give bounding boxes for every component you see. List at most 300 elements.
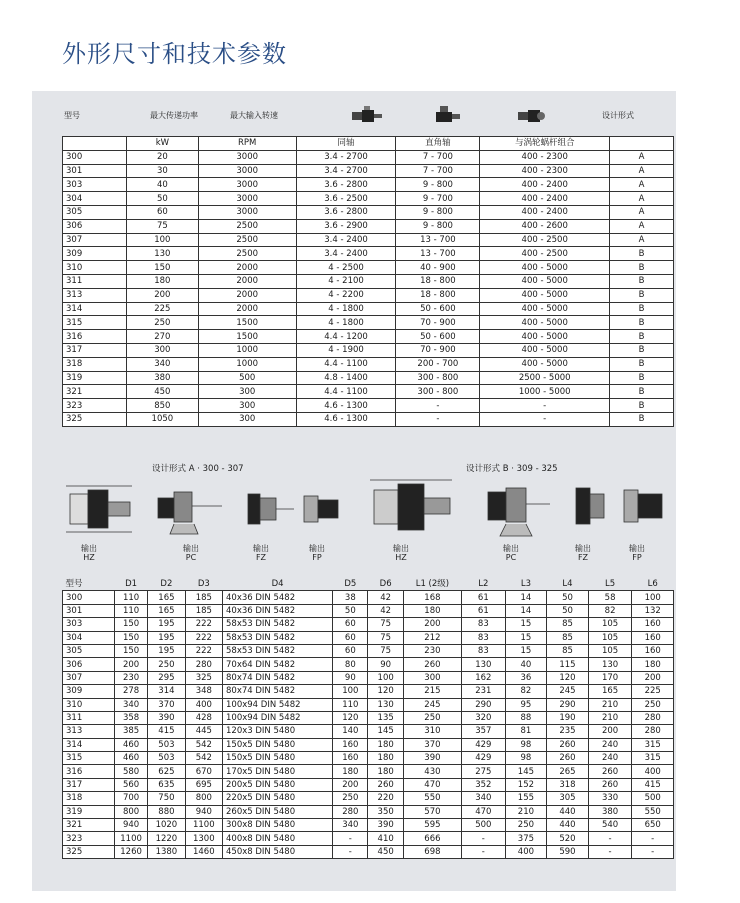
table1-cell: 380 [126,371,198,385]
table1-row [63,399,674,413]
table1-row [63,247,674,261]
table2-header-cell: D1 [114,578,147,591]
table1-cell: B [610,261,674,275]
table2-header-cell: D5 [333,578,368,591]
coaxial-gear-icon [350,104,384,126]
table2-cell: 313 [63,725,115,738]
table2-cell: 304 [63,631,115,644]
table1-cell: 4 - 2200 [296,288,396,302]
header-max-speed: 最大输入转速 [230,111,278,120]
table1-cell: 2000 [198,302,296,316]
table2-cell: 278 [114,685,147,698]
table2-cell: 520 [547,832,589,845]
table2-header-cell: L5 [588,578,632,591]
table1-cell: B [610,274,674,288]
table1-cell: 2500 [198,233,296,247]
table2-cell: 318 [547,778,589,791]
table2-cell: 210 [588,711,632,724]
table1-cell: 304 [63,192,127,206]
table2-cell: 85 [547,644,589,657]
table2-cell: 222 [185,618,222,631]
table2-cell: 50 [547,604,589,617]
table2-cell: 110 [114,604,147,617]
table1-cell: 7 - 700 [396,150,480,164]
table2-cell: 800 [114,805,147,818]
table2-cell: 560 [114,778,147,791]
table2-cell: - [588,845,632,858]
table1-subheader-cell: 同轴 [296,137,396,151]
table2-cell: 90 [333,671,368,684]
table1-cell: 3.4 - 2700 [296,150,396,164]
table2-cell: 250 [632,698,674,711]
caption-a-fp: 输出 FP [309,544,325,562]
table2-cell: 306 [63,658,115,671]
table2-cell: 250 [148,658,185,671]
table2-cell: 105 [588,618,632,631]
table2-header-cell: D4 [223,578,333,591]
table1-cell: 18 - 800 [396,274,480,288]
table1-cell: 75 [126,219,198,233]
table2-cell: 42 [368,604,403,617]
table2-cell: 635 [148,778,185,791]
table2-cell: 698 [403,845,461,858]
table2-cell: 40x36 DIN 5482 [223,591,333,604]
table2-cell: 650 [632,819,674,832]
table2-cell: 280 [333,805,368,818]
table2-header-cell: L1 (2级) [403,578,461,591]
table2-cell: 310 [63,698,115,711]
table1-cell: 225 [126,302,198,316]
table1-subheader-cell: kW [126,137,198,151]
table1-cell: 1050 [126,412,198,426]
table2-cell: 348 [185,685,222,698]
table1-cell: - [396,399,480,413]
table2-cell: 503 [148,738,185,751]
table1-cell: A [610,150,674,164]
table2-cell: 390 [403,752,461,765]
caption-b-fz: 输出 FZ [575,544,591,562]
table1-cell: 3.6 - 2500 [296,192,396,206]
table2-cell: 168 [403,591,461,604]
table2-cell: 260 [368,778,403,791]
table1-cell: 400 - 2500 [480,233,610,247]
table1-cell: B [610,343,674,357]
table1-cell: 3000 [198,178,296,192]
table1-cell: 40 - 900 [396,261,480,275]
table2-cell: 115 [547,658,589,671]
table2-cell: 83 [462,618,506,631]
table2-cell: 160 [333,752,368,765]
table1-cell: 50 [126,192,198,206]
table2-row [63,752,674,765]
table2-cell: 260 [588,765,632,778]
table2-cell: 410 [368,832,403,845]
dimensions-table [62,578,674,859]
table2-cell: 50 [333,604,368,617]
table2-cell: 222 [185,644,222,657]
table2-cell: 162 [462,671,506,684]
table2-row [63,765,674,778]
table1-cell: 400 - 2300 [480,164,610,178]
table2-cell: 50 [547,591,589,604]
table2-cell: 110 [333,698,368,711]
table2-cell: 323 [63,832,115,845]
table2-cell: 58x53 DIN 5482 [223,644,333,657]
table2-cell: 440 [547,805,589,818]
table2-cell: 542 [185,752,222,765]
table2-cell: 80x74 DIN 5482 [223,685,333,698]
table2-cell: 670 [185,765,222,778]
table2-cell: 400 [505,845,547,858]
table1-cell: 2000 [198,274,296,288]
table2-cell: 260 [403,658,461,671]
table2-cell: 100 [333,685,368,698]
caption-b-fp: 输出 FP [629,544,645,562]
table2-cell: 240 [588,752,632,765]
table2-cell: 81 [505,725,547,738]
table2-cell: 415 [632,778,674,791]
table2-cell: 200 [333,778,368,791]
table2-cell: 130 [462,658,506,671]
table2-cell: 570 [403,805,461,818]
table1-cell: 400 - 2600 [480,219,610,233]
table2-cell: 150x5 DIN 5480 [223,738,333,751]
table1-cell: 100 [126,233,198,247]
table2-cell: 60 [333,631,368,644]
table1-cell: 310 [63,261,127,275]
table2-cell: 85 [547,618,589,631]
table2-cell: 503 [148,752,185,765]
table1-subheader-cell: RPM [198,137,296,151]
table1-row [63,357,674,371]
table2-cell: 215 [403,685,461,698]
table2-row [63,832,674,845]
table2-cell: 357 [462,725,506,738]
table1-cell: 3.4 - 2400 [296,247,396,261]
table1-row [63,178,674,192]
table2-cell: 625 [148,765,185,778]
table2-cell: 200x5 DIN 5480 [223,778,333,791]
table2-cell: 250 [333,792,368,805]
table1-cell: 307 [63,233,127,247]
table1-cell: 400 - 5000 [480,330,610,344]
table1-cell: 340 [126,357,198,371]
table2-cell: 250 [403,711,461,724]
table2-header-cell: L6 [632,578,674,591]
table2-cell: 195 [148,618,185,631]
table2-cell: 429 [462,738,506,751]
table1-cell: 270 [126,330,198,344]
table2-header-cell: D6 [368,578,403,591]
table1-cell: B [610,302,674,316]
table2-cell: 307 [63,671,115,684]
table2-cell: 275 [462,765,506,778]
table2-cell: 240 [588,738,632,751]
table1-cell: B [610,316,674,330]
table1-cell: 316 [63,330,127,344]
table2-cell: 130 [588,658,632,671]
table2-cell: 415 [148,725,185,738]
table1-cell: 50 - 600 [396,302,480,316]
table2-cell: 85 [547,631,589,644]
table2-cell: 235 [547,725,589,738]
table1-cell: A [610,205,674,219]
table1-cell: 200 [126,288,198,302]
table1-cell: 20 [126,150,198,164]
table2-cell: 340 [462,792,506,805]
table2-cell: 210 [588,698,632,711]
table2-cell: 58x53 DIN 5482 [223,631,333,644]
table2-cell: 222 [185,631,222,644]
table2-cell: 321 [63,819,115,832]
table2-cell: 160 [632,618,674,631]
table2-cell: 60 [333,644,368,657]
table2-cell: 309 [63,685,115,698]
table2-row [63,738,674,751]
table1-cell: 1000 [198,343,296,357]
table2-cell: 260 [547,738,589,751]
table2-cell: 150 [114,631,147,644]
table1-cell: 250 [126,316,198,330]
table2-cell: 130 [368,698,403,711]
table2-cell: 40 [505,658,547,671]
table2-row [63,658,674,671]
table2-cell: 1020 [148,819,185,832]
table2-cell: 83 [462,631,506,644]
table2-cell: 550 [632,805,674,818]
table2-cell: 280 [185,658,222,671]
table2-header-cell: D2 [148,578,185,591]
table2-cell: 80 [333,658,368,671]
table1-cell: 1000 - 5000 [480,385,610,399]
table2-cell: 82 [588,604,632,617]
design-a-drawings [62,480,352,540]
table2-cell: 260 [547,752,589,765]
table1-cell: 303 [63,178,127,192]
table2-cell: 316 [63,765,115,778]
table1-row [63,412,674,426]
caption-a-hz: 输出 HZ [81,544,97,562]
table2-cell: 330 [588,792,632,805]
table1-cell: 309 [63,247,127,261]
table1-cell: 70 - 900 [396,316,480,330]
table2-header-cell: D3 [185,578,222,591]
table1-row [63,330,674,344]
table2-cell: 120x3 DIN 5480 [223,725,333,738]
table2-header-cell: L3 [505,578,547,591]
table2-row [63,618,674,631]
table2-cell: 150x5 DIN 5480 [223,752,333,765]
table1-cell: A [610,192,674,206]
table2-row [63,631,674,644]
table2-cell: 70x64 DIN 5482 [223,658,333,671]
table1-cell: 13 - 700 [396,247,480,261]
table2-cell: 160 [632,644,674,657]
table1-cell: A [610,164,674,178]
drawing-b-fp [624,490,662,522]
table2-cell: 230 [403,644,461,657]
table1-cell: B [610,288,674,302]
table2-cell: 317 [63,778,115,791]
table1-cell: 323 [63,399,127,413]
table2-cell: 390 [368,819,403,832]
table1-cell: 3.6 - 2800 [296,205,396,219]
table1-cell: 4.4 - 1200 [296,330,396,344]
table2-cell: 195 [148,644,185,657]
table2-cell: 430 [403,765,461,778]
table2-cell: 400 [185,698,222,711]
table2-cell: 595 [403,819,461,832]
table2-cell: 300 [403,671,461,684]
table2-cell: 295 [148,671,185,684]
table2-cell: 320 [462,711,506,724]
table1-header [62,100,674,136]
table2-cell: 160 [632,631,674,644]
table2-cell: 185 [185,591,222,604]
table2-cell: 140 [333,725,368,738]
table1-cell: B [610,330,674,344]
table2-cell: 75 [368,644,403,657]
table2-cell: 315 [632,738,674,751]
table2-cell: 325 [185,671,222,684]
table1-row [63,316,674,330]
table1-cell: 9 - 800 [396,178,480,192]
table2-cell: 400 [632,765,674,778]
table2-cell: 305 [63,644,115,657]
table2-cell: 82 [505,685,547,698]
table1-cell: 4 - 1800 [296,316,396,330]
table1-cell: 9 - 800 [396,205,480,219]
table1-cell: 314 [63,302,127,316]
table1-cell: 18 - 800 [396,288,480,302]
table2-cell: 314 [63,738,115,751]
table1-cell: 400 - 2400 [480,178,610,192]
table2-row [63,805,674,818]
table2-cell: 180 [632,658,674,671]
table2-cell: 190 [547,711,589,724]
table1-cell: 400 - 5000 [480,288,610,302]
table2-row [63,591,674,604]
table1-cell: 13 - 700 [396,233,480,247]
table2-cell: 750 [148,792,185,805]
table2-cell: 358 [114,711,147,724]
table2-cell: - [462,832,506,845]
table1-cell: 9 - 700 [396,192,480,206]
table1-cell: 180 [126,274,198,288]
table2-cell: 280 [632,725,674,738]
table1-cell: 4 - 2100 [296,274,396,288]
table2-cell: 450x8 DIN 5480 [223,845,333,858]
table1-cell: 4.4 - 1100 [296,357,396,371]
table2-cell: 185 [185,604,222,617]
table1-cell: 2500 - 5000 [480,371,610,385]
table2-cell: 375 [505,832,547,845]
table1-cell: 3.4 - 2400 [296,233,396,247]
table1-subheader-cell [63,137,127,151]
table1-cell: 4.4 - 1100 [296,385,396,399]
table2-cell: 301 [63,604,115,617]
table2-cell: 1100 [114,832,147,845]
table2-cell: 90 [368,658,403,671]
table2-cell: 75 [368,631,403,644]
table2-cell: 180 [403,604,461,617]
caption-a-fz: 输出 FZ [253,544,269,562]
table2-cell: 1380 [148,845,185,858]
table1-cell: B [610,357,674,371]
table1-cell: 301 [63,164,127,178]
table2-cell: 40x36 DIN 5482 [223,604,333,617]
table2-row [63,685,674,698]
table2-cell: 325 [63,845,115,858]
table1-cell: 400 - 2500 [480,247,610,261]
table2-cell: 460 [114,738,147,751]
table1-row [63,343,674,357]
drawing-a-pc [158,492,222,534]
table1-cell: A [610,233,674,247]
table1-cell: 3000 [198,150,296,164]
table2-cell: 95 [505,698,547,711]
table2-cell: 352 [462,778,506,791]
table2-header-cell: 型号 [63,578,115,591]
table2-cell: 195 [148,631,185,644]
table1-cell: 1500 [198,330,296,344]
table2-cell: 250 [505,819,547,832]
table2-cell: 170 [588,671,632,684]
table2-cell: 150 [114,618,147,631]
table1-cell: 313 [63,288,127,302]
table1-cell: 306 [63,219,127,233]
table1-row [63,371,674,385]
table2-cell: - [333,832,368,845]
table2-cell: 100x94 DIN 5482 [223,698,333,711]
table2-cell: - [632,845,674,858]
table2-cell: 180 [368,752,403,765]
table2-cell: 290 [547,698,589,711]
table2-cell: 105 [588,644,632,657]
table1-cell: 300 [198,385,296,399]
table2-cell: 150 [114,644,147,657]
table2-cell: 340 [114,698,147,711]
table2-cell: 88 [505,711,547,724]
table1-cell: 2000 [198,261,296,275]
table2-cell: 542 [185,738,222,751]
design-b-label: 设计形式 B · 309 - 325 [466,464,558,474]
table1-cell: 1500 [198,316,296,330]
table2-cell: 15 [505,631,547,644]
table2-cell: 370 [148,698,185,711]
table1-cell: 30 [126,164,198,178]
table2-row [63,671,674,684]
table1-cell: 3000 [198,192,296,206]
table1-cell: 70 - 900 [396,343,480,357]
table2-cell: - [333,845,368,858]
table2-cell: 135 [368,711,403,724]
table2-cell: 120 [333,711,368,724]
table2-cell: 700 [114,792,147,805]
table2-cell: 450 [368,845,403,858]
table2-cell: 200 [114,658,147,671]
right-angle-gear-icon [430,104,464,126]
table1-cell: 400 - 2400 [480,192,610,206]
table1-subheader-row [63,137,674,151]
header-max-power: 最大传递功率 [150,111,198,120]
table1-cell: 400 - 5000 [480,274,610,288]
table1-row [63,192,674,206]
table2-row [63,778,674,791]
table1-cell: 450 [126,385,198,399]
table1-cell: - [480,412,610,426]
table2-cell: 75 [368,618,403,631]
